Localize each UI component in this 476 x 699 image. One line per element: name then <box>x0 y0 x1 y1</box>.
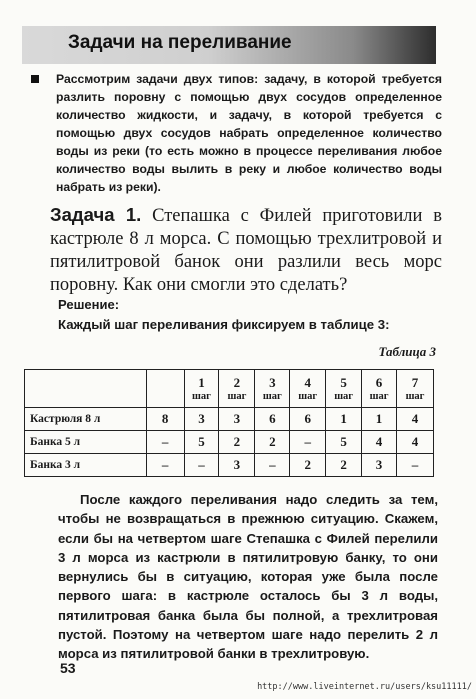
step-word: шаг <box>227 390 247 402</box>
row-label-cell: Кастрюля 8 л <box>25 408 147 431</box>
table-row <box>25 408 434 431</box>
step-value-cell: 5 <box>184 431 219 454</box>
step-number: 7 <box>411 374 419 390</box>
step-value-cell: – <box>184 454 219 477</box>
intro-block <box>22 70 442 196</box>
step-value-cell: – <box>255 454 290 477</box>
step-header-cell <box>184 370 219 408</box>
step-value-cell: 4 <box>362 431 397 454</box>
step-value-cell: 2 <box>219 431 255 454</box>
step-value-cell: 6 <box>290 408 326 431</box>
step-value-cell: 3 <box>362 454 397 477</box>
section-header <box>22 26 436 64</box>
watermark-url: http://www.liveinternet.ru/users/ksu11111/ <box>257 682 472 692</box>
page-number: 53 <box>60 660 76 676</box>
step-value-cell: 2 <box>290 454 326 477</box>
initial-value-cell: – <box>146 431 184 454</box>
table-row <box>25 454 434 477</box>
step-number: 1 <box>198 374 205 390</box>
step-value-cell: 5 <box>326 431 362 454</box>
task-text: Степашка с Филей приготовили в кастрюле 8 л морса. С помощью трехлитровой и пятилитровой банок они разлили весь морс поровну. Как они смогли это сделать? <box>50 206 442 295</box>
step-word: шаг <box>298 390 318 402</box>
step-header-cell <box>290 370 326 408</box>
step-word: шаг <box>334 390 354 402</box>
step-word: шаг <box>192 390 211 402</box>
step-word: шаг <box>262 390 282 402</box>
solution-text: Каждый шаг переливания фиксируем в таблице 3: <box>58 317 390 332</box>
step-word: шаг <box>405 390 425 402</box>
table-initial-header-cell <box>146 370 184 408</box>
step-number: 2 <box>233 374 241 390</box>
steps-table <box>24 369 434 477</box>
step-value-cell: 2 <box>326 454 362 477</box>
table-row <box>25 431 434 454</box>
step-header-cell <box>326 370 362 408</box>
step-value-cell: 3 <box>184 408 219 431</box>
task-label: Задача 1. <box>50 204 142 225</box>
step-header-cell <box>397 370 434 408</box>
table-corner-cell <box>25 370 147 408</box>
initial-value-cell: 8 <box>146 408 184 431</box>
step-value-cell: – <box>290 431 326 454</box>
row-label-cell: Банка 3 л <box>25 454 147 477</box>
step-number: 5 <box>340 374 347 390</box>
step-word: шаг <box>369 390 389 402</box>
step-value-cell: 4 <box>397 431 434 454</box>
explanation-paragraph <box>58 490 438 664</box>
step-value-cell: 1 <box>326 408 362 431</box>
step-number: 3 <box>269 374 276 390</box>
step-value-cell: 6 <box>255 408 290 431</box>
table-caption: Таблица 3 <box>378 344 436 359</box>
step-value-cell: 3 <box>219 408 255 431</box>
step-value-cell: 1 <box>362 408 397 431</box>
step-header-cell <box>255 370 290 408</box>
step-number: 6 <box>375 374 383 390</box>
initial-value-cell: – <box>146 454 184 477</box>
step-value-cell: 2 <box>255 431 290 454</box>
row-label-cell: Банка 5 л <box>25 431 147 454</box>
solution-label: Решение: <box>58 297 120 312</box>
square-bullet-icon <box>31 75 39 83</box>
step-header-cell <box>362 370 397 408</box>
section-title: Задачи на переливание <box>68 32 292 53</box>
step-header-cell <box>219 370 255 408</box>
task-block <box>50 203 442 297</box>
intro-text: Рассмотрим задачи двух типов: задачу, в которой требуется разлить поровну с помощью двух сосудов определенное количество жидкости, и задачу, в которой требуется с помощью двух сосудов набрать определенное количество воды из реки (то есть можно в процессе переливания любое количество воды вылить в реку и любое количество воды набрать из реки). <box>56 72 442 194</box>
explanation-text: После каждого переливания надо следить за тем, чтобы не возвращаться в прежнюю ситуацию. Скажем, если бы на четвертом шаге Степашка с Филей перелили 3 л морса из кастрюли в пятилитровую банку, то они вернулись бы в ситуацию, которая уже была после первого шага: в кастрюле осталось бы 3 л воды, пятилитровая банка была бы полной, а трехлитровая пустой. Поэтому на четвертом шаге надо перелить 2 л морса из пятилитровой банки в трехлитровую. <box>58 492 438 662</box>
table-header-row <box>25 370 434 408</box>
step-number: 4 <box>304 374 311 390</box>
step-value-cell: 3 <box>219 454 255 477</box>
step-value-cell: – <box>397 454 434 477</box>
step-value-cell: 4 <box>397 408 434 431</box>
